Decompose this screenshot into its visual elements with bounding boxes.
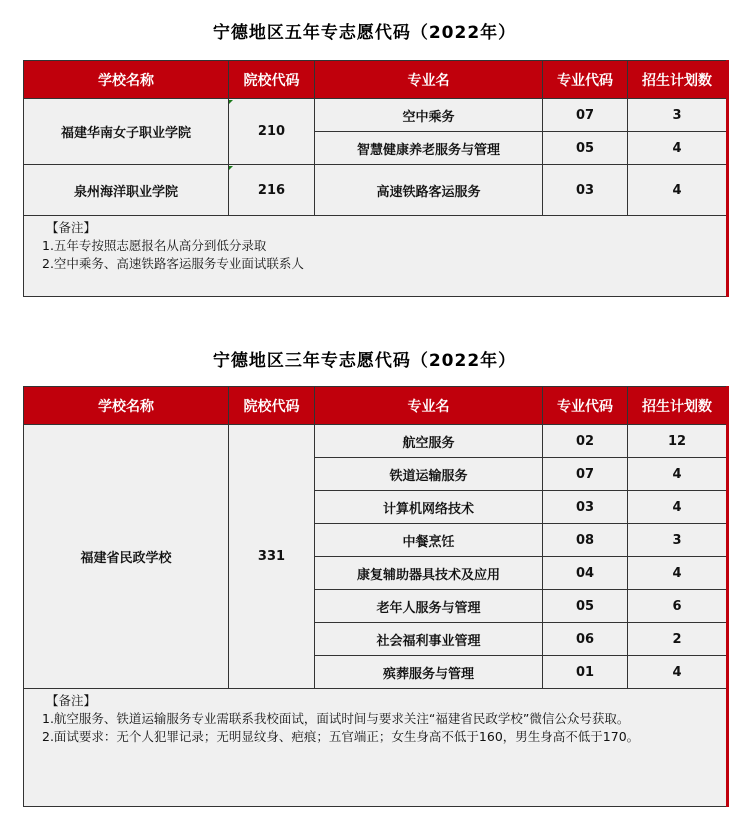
school-name: 泉州海洋职业学院 (24, 165, 229, 216)
major-code: 04 (543, 557, 628, 590)
three-year-title: 宁德地区三年专志愿代码（2022年） (212, 351, 517, 371)
major-name: 智慧健康养老服务与管理 (315, 132, 543, 165)
major-name: 康复辅助器具技术及应用 (315, 557, 543, 590)
plan-count: 4 (628, 656, 728, 689)
header-school-code: 院校代码 (229, 387, 315, 425)
table-row (24, 165, 728, 216)
major-code: 03 (543, 165, 628, 216)
five-year-title: 宁德地区五年专志愿代码（2022年） (212, 23, 517, 43)
school-code: 331 (229, 425, 315, 689)
note-line: 2.面试要求：无个人犯罪记录；无明显纹身、疤痕；五官端正；女生身高不低于160，男生身高不低于170。 (42, 729, 640, 744)
major-code: 02 (543, 425, 628, 458)
major-code: 05 (543, 132, 628, 165)
header-major-code: 专业代码 (543, 61, 628, 99)
major-name: 殡葬服务与管理 (315, 656, 543, 689)
major-name: 航空服务 (315, 425, 543, 458)
header-major-code: 专业代码 (543, 387, 628, 425)
header-school-code: 院校代码 (229, 61, 315, 99)
plan-count: 3 (628, 524, 728, 557)
school-code: 216 (229, 165, 315, 216)
plan-count: 12 (628, 425, 728, 458)
header-major: 专业名 (315, 387, 543, 425)
plan-count: 4 (628, 557, 728, 590)
notes-row (24, 689, 728, 807)
five-year-table (23, 60, 729, 297)
notes-heading: 【备注】 (46, 693, 97, 708)
school-code: 210 (229, 99, 315, 165)
plan-count: 2 (628, 623, 728, 656)
school-name: 福建省民政学校 (24, 425, 229, 689)
major-code: 05 (543, 590, 628, 623)
header-school: 学校名称 (24, 61, 229, 99)
table-row (24, 99, 728, 132)
cell-marker-icon (229, 100, 233, 104)
notes-cell (24, 216, 728, 297)
plan-count: 4 (628, 458, 728, 491)
major-name: 铁道运输服务 (315, 458, 543, 491)
major-name: 高速铁路客运服务 (315, 165, 543, 216)
major-code: 07 (543, 99, 628, 132)
note-line: 1.航空服务、铁道运输服务专业需联系我校面试，面试时间与要求关注“福建省民政学校”微信公众号获取。 (42, 711, 630, 726)
note-line: 1.五年专按照志愿报名从高分到低分录取 (42, 238, 267, 253)
cell-marker-icon (229, 166, 233, 170)
major-code: 08 (543, 524, 628, 557)
major-name: 社会福利事业管理 (315, 623, 543, 656)
header-major: 专业名 (315, 61, 543, 99)
major-name: 计算机网络技术 (315, 491, 543, 524)
table-row (24, 425, 728, 458)
header-school: 学校名称 (24, 387, 229, 425)
three-year-table (23, 386, 729, 807)
plan-count: 4 (628, 165, 728, 216)
notes-row (24, 216, 728, 297)
major-code: 06 (543, 623, 628, 656)
notes-cell (24, 689, 728, 807)
major-code: 01 (543, 656, 628, 689)
plan-count: 3 (628, 99, 728, 132)
major-code: 03 (543, 491, 628, 524)
major-name: 老年人服务与管理 (315, 590, 543, 623)
note-line: 2.空中乘务、高速铁路客运服务专业面试联系人 (42, 256, 304, 271)
major-name: 空中乘务 (315, 99, 543, 132)
header-plan: 招生计划数 (628, 387, 728, 425)
major-code: 07 (543, 458, 628, 491)
plan-count: 4 (628, 491, 728, 524)
header-row (24, 387, 728, 425)
plan-count: 6 (628, 590, 728, 623)
school-name: 福建华南女子职业学院 (24, 99, 229, 165)
major-name: 中餐烹饪 (315, 524, 543, 557)
plan-count: 4 (628, 132, 728, 165)
header-plan: 招生计划数 (628, 61, 728, 99)
header-row (24, 61, 728, 99)
notes-heading: 【备注】 (46, 220, 97, 235)
